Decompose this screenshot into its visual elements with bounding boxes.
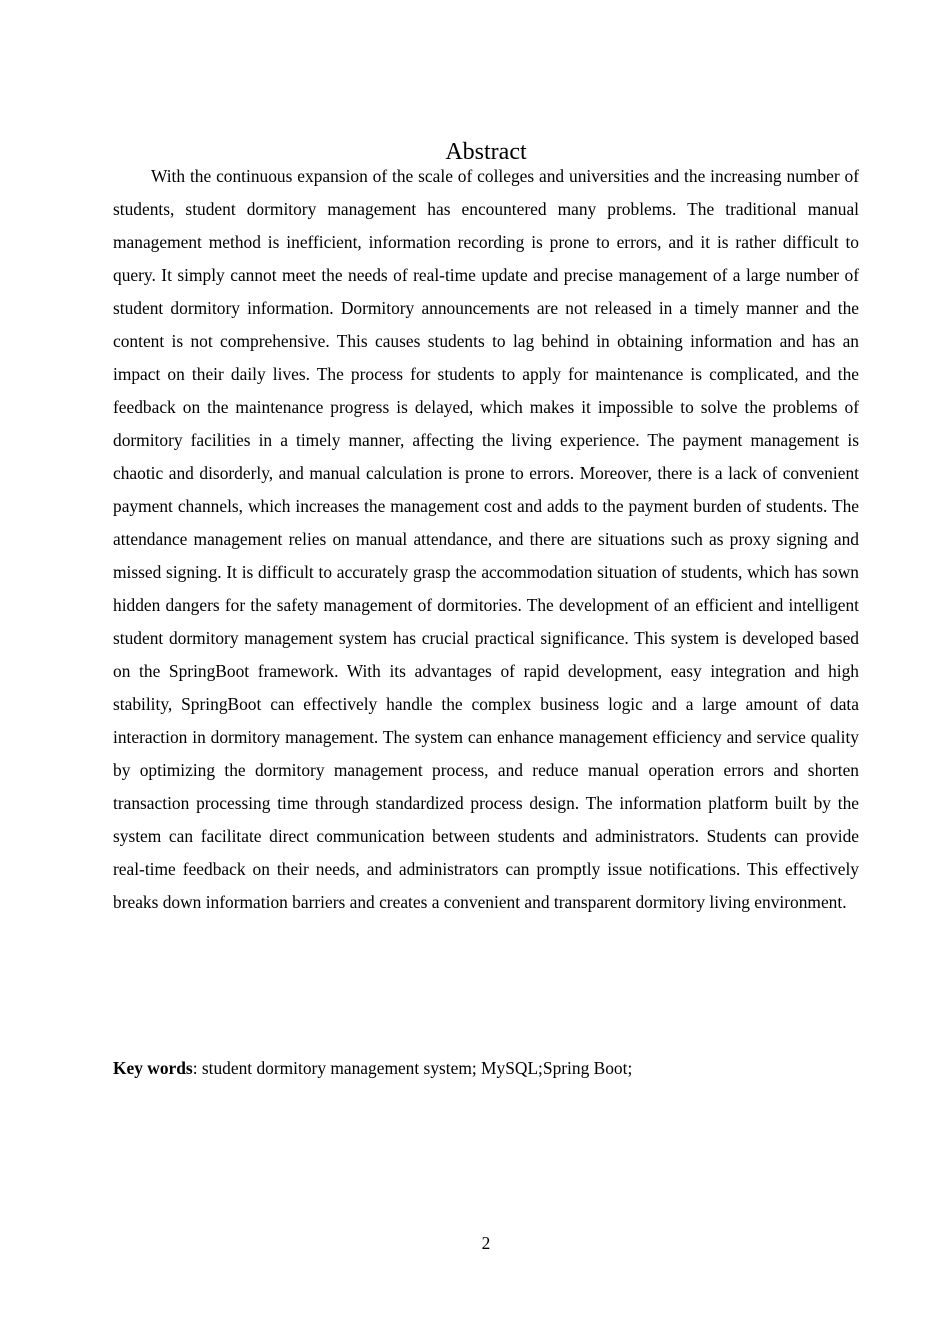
keywords-line (113, 1052, 859, 1085)
keywords-text: : student dormitory management system; MySQL;Spring Boot; (192, 1058, 633, 1078)
abstract-paragraph: With the continuous expansion of the scale of colleges and universities and the increasing number of students, student dormitory management has encountered many problems. The traditional manual management method is inefficient, information recording is prone to errors, and it is rather difficult to query. It simply cannot meet the needs of real-time update and precise management of a large number of student dormitory information. Dormitory announcements are not released in a timely manner and the content is not comprehensive. This causes students to lag behind in obtaining information and has an impact on their daily lives. The process for students to apply for maintenance is complicated, and the feedback on the maintenance progress is delayed, which makes it impossible to solve the problems of dormitory facilities in a timely manner, affecting the living experience. The payment management is chaotic and disorderly, and manual calculation is prone to errors. Moreover, there is a lack of convenient payment channels, which increases the management cost and adds to the payment burden of students. The attendance management relies on manual attendance, and there are situations such as proxy signing and missed signing. It is difficult to accurately grasp the accommodation situation of students, which has sown hidden dangers for the safety management of dormitories. The development of an efficient and intelligent student dormitory management system has crucial practical significance. This system is developed based on the SpringBoot framework. With its advantages of rapid development, easy integration and high stability, SpringBoot can effectively handle the complex business logic and a large amount of data interaction in dormitory management. The system can enhance management efficiency and service quality by optimizing the dormitory management process, and reduce manual operation errors and shorten transaction processing time through standardized process design. The information platform built by the system can facilitate direct communication between students and administrators. Students can provide real-time feedback on their needs, and administrators can promptly issue notifications. This effectively breaks down information barriers and creates a convenient and transparent dormitory living environment. (113, 166, 859, 912)
keywords-label: Key words (113, 1058, 193, 1078)
abstract-title: Abstract (445, 139, 527, 165)
page-number: 2 (481, 1233, 491, 1253)
